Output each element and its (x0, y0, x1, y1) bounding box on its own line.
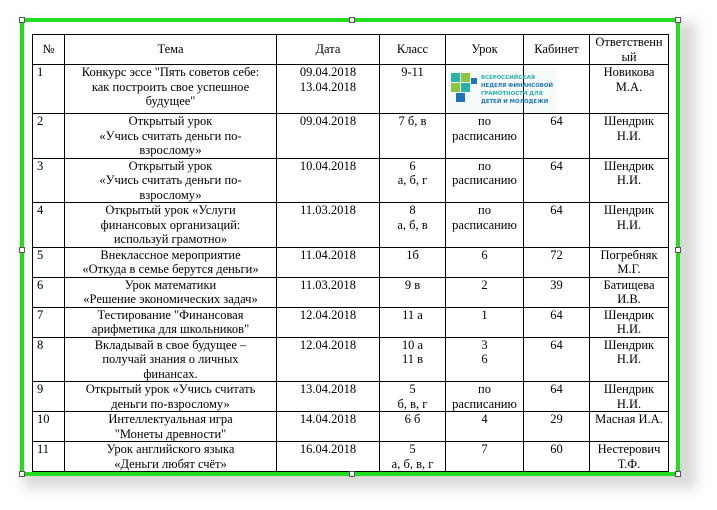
cell-topic: Вкладывай в свое будущее – получай знания о личных финансах. (65, 337, 277, 382)
resize-handle-middle-left[interactable] (19, 247, 25, 253)
cell-lesson: 6 (446, 247, 524, 277)
cell-topic: Интеллектуальная игра "Монеты древности" (65, 412, 277, 442)
cell-topic: Открытый урок «Учись считать деньги по- взрослому» (65, 158, 277, 203)
cell-responsible: Шендрик Н.И. (590, 337, 669, 382)
table-row (33, 114, 669, 159)
cell-responsible: Новикова М.А. (590, 65, 669, 114)
cell-date: 12.04.2018 (277, 337, 380, 382)
table-row (33, 337, 669, 382)
table-row (33, 277, 669, 307)
cell-class: 7 б, в (380, 114, 446, 159)
resize-handle-top-left[interactable] (19, 17, 25, 23)
cell-topic: Урок английского языка «Деньги любят счёт» (65, 442, 277, 472)
cell-room: 64 (524, 382, 590, 412)
cell-class: 10 а 11 в (380, 337, 446, 382)
cell-class: 9 в (380, 277, 446, 307)
cell-topic: Урок математики «Решение экономических задач» (65, 277, 277, 307)
table-row (33, 412, 669, 442)
cell-class: 8 а, б, в (380, 203, 446, 248)
selected-table-frame[interactable] (20, 18, 680, 476)
header-topic: Тема (65, 35, 277, 65)
cell-room: 60 (524, 442, 590, 472)
cell-responsible: Нестерович Т.Ф. (590, 442, 669, 472)
cell-room (524, 65, 590, 114)
cell-room: 64 (524, 114, 590, 159)
cell-topic: Конкурс эссе "Пять советов себе: как построить свое успешное будущее" (65, 65, 277, 114)
cell-topic: Открытый урок «Учись считать деньги по- взрослому» (65, 114, 277, 159)
cell-date: 11.04.2018 (277, 247, 380, 277)
cell-number: 11 (33, 442, 65, 472)
cell-number: 8 (33, 337, 65, 382)
cell-date: 16.04.2018 (277, 442, 380, 472)
cell-date: 10.04.2018 (277, 158, 380, 203)
cell-number: 10 (33, 412, 65, 442)
cell-topic: Внеклассное мероприятие «Откуда в семье берутся деньги» (65, 247, 277, 277)
cell-class: 5 б, в, г (380, 382, 446, 412)
header-class: Класс (380, 35, 446, 65)
resize-handle-middle-right[interactable] (675, 247, 681, 253)
cell-date: 11.03.2018 (277, 203, 380, 248)
table-header-row (33, 35, 669, 65)
cell-class: 9-11 (380, 65, 446, 114)
cell-number: 4 (33, 203, 65, 248)
logo-text-line: ГРАМОТНОСТИ ДЛЯ (481, 91, 543, 97)
header-lesson: Урок (446, 35, 524, 65)
cell-lesson: 7 (446, 442, 524, 472)
cell-responsible: Шендрик Н.И. (590, 307, 669, 337)
cell-responsible: Шендрик Н.И. (590, 114, 669, 159)
table-row (33, 203, 669, 248)
cell-room: 64 (524, 337, 590, 382)
cell-number: 7 (33, 307, 65, 337)
cell-room: 64 (524, 203, 590, 248)
cell-room: 72 (524, 247, 590, 277)
cell-lesson: 1 (446, 307, 524, 337)
cell-lesson: 3 6 (446, 337, 524, 382)
schedule-table (32, 34, 669, 472)
cell-responsible: Батищева И.В. (590, 277, 669, 307)
cell-date: 12.04.2018 (277, 307, 380, 337)
cell-room: 39 (524, 277, 590, 307)
cell-date: 11.03.2018 (277, 277, 380, 307)
resize-handle-top-right[interactable] (675, 17, 681, 23)
resize-handle-bottom-left[interactable] (19, 471, 25, 477)
cell-responsible: Шендрик Н.И. (590, 203, 669, 248)
header-responsible: Ответственный (590, 35, 669, 65)
header-date: Дата (277, 35, 380, 65)
cell-room: 64 (524, 307, 590, 337)
cell-topic: Тестирование "Финансовая арифметика для школьников" (65, 307, 277, 337)
cell-lesson: по расписанию (446, 114, 524, 159)
cell-number: 2 (33, 114, 65, 159)
cell-lesson: по расписанию (446, 203, 524, 248)
table-row (33, 158, 669, 203)
cell-date: 09.04.2018 13.04.2018 (277, 65, 380, 114)
cell-room: 29 (524, 412, 590, 442)
cell-number: 3 (33, 158, 65, 203)
table-row (33, 442, 669, 472)
cell-responsible: Шендрик Н.И. (590, 382, 669, 412)
cell-number: 5 (33, 247, 65, 277)
cell-number: 6 (33, 277, 65, 307)
cell-class: 11 а (380, 307, 446, 337)
cell-lesson (446, 65, 553, 114)
cell-topic: Открытый урок «Учись считать деньги по-взрослому» (65, 382, 277, 412)
logo-text-line: ВСЕРОССИЙСКАЯ (481, 75, 535, 81)
table-row (33, 307, 669, 337)
logo-text-line: НЕДЕЛЯ ФИНАНСОВОЙ (481, 83, 553, 89)
cell-number: 9 (33, 382, 65, 412)
cell-date: 14.04.2018 (277, 412, 380, 442)
cell-class: 1б (380, 247, 446, 277)
cell-class: 6 б (380, 412, 446, 442)
header-number: № (33, 35, 65, 65)
cell-number: 1 (33, 65, 65, 114)
resize-handle-bottom-center[interactable] (349, 471, 355, 477)
header-room: Кабинет (524, 35, 590, 65)
cell-responsible: Шендрик Н.И. (590, 158, 669, 203)
cell-lesson: по расписанию (446, 382, 524, 412)
table-row (33, 247, 669, 277)
resize-handle-bottom-right[interactable] (675, 471, 681, 477)
cell-class: 5 а, б, в, г (380, 442, 446, 472)
cell-lesson: 4 (446, 412, 524, 442)
table-row (33, 382, 669, 412)
table-row (33, 65, 669, 114)
resize-handle-top-center[interactable] (349, 17, 355, 23)
cell-lesson: 2 (446, 277, 524, 307)
cell-lesson: по расписанию (446, 158, 524, 203)
cell-room: 64 (524, 158, 590, 203)
cell-responsible: Масная И.А. (590, 412, 669, 442)
cell-class: 6 а, б, г (380, 158, 446, 203)
cell-responsible: Погребняк М.Г. (590, 247, 669, 277)
cell-date: 13.04.2018 (277, 382, 380, 412)
cell-topic: Открытый урок «Услуги финансовых организаций: используй грамотно» (65, 203, 277, 248)
logo-text-line: ДЕТЕЙ И МОЛОДЕЖИ (481, 99, 549, 105)
cell-date: 09.04.2018 (277, 114, 380, 159)
